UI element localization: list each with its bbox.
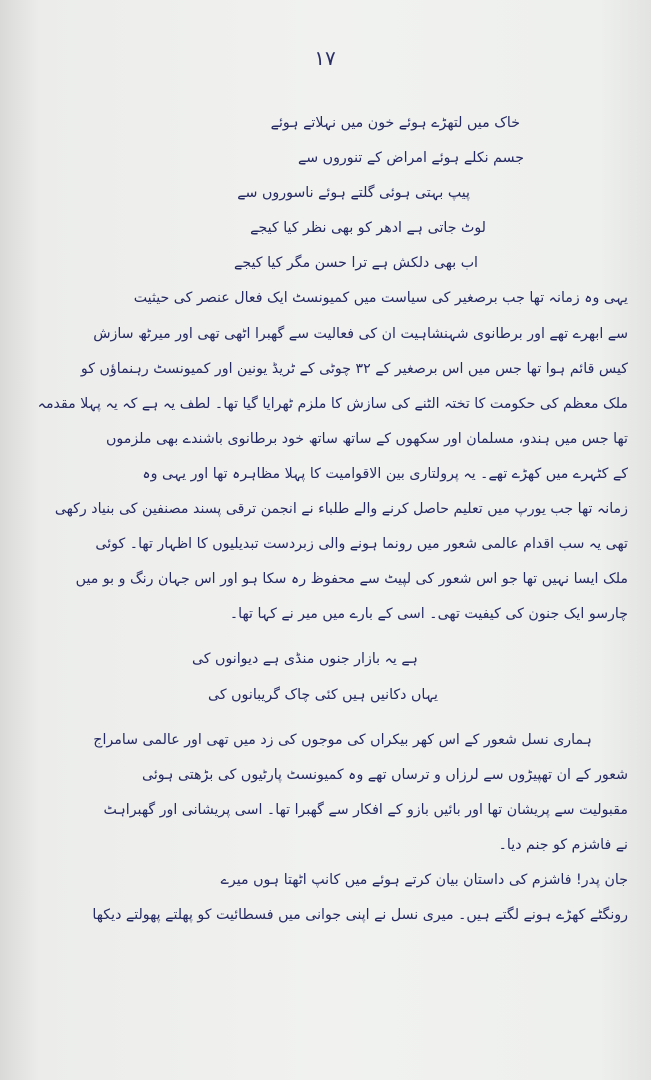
prose-line: جان پدر! فاشزم کی داستان بیان کرتے ہوئے میں کانپ اٹھتا ہوں میرے (220, 871, 628, 888)
prose-line: ملک ایسا نہیں تھا جو اس شعور کی لپیٹ سے محفوظ رہ سکا ہو اور اس جہان رنگ و بو میں (75, 571, 628, 588)
prose-line: رونگٹے کھڑے ہونے لگتے ہیں۔ میری نسل نے اپنی جوانی میں فسطائیت کو پھلتے پھولتے دیکھا (92, 907, 628, 924)
page-text (28, 106, 628, 933)
verse-line: خاک میں لتھڑے ہوئے خون میں نہلاتے ہوئے (270, 115, 520, 131)
prose-line: تھی یہ سب اقدام عالمی شعور میں رونما ہونے والی زبردست تبدیلیوں کا اظہار تھا۔ کوئی (95, 536, 628, 553)
prose-line: چارسو ایک جنون کی کیفیت تھی۔ اسی کے بارے میں میر نے کہا تھا۔ (229, 606, 628, 623)
couplet-line: ہے یہ بازار جنوں منڈی ہے دیوانوں کی (191, 651, 418, 668)
prose-line: تھا جس میں ہندو، مسلمان اور سکھوں کے ساتھ ساتھ خود برطانوی باشندے بھی ملزموں (105, 430, 628, 447)
prose-line: زمانہ تھا جب یورپ میں تعلیم حاصل کرنے والے طلباء نے انجمن ترقی پسند مصنفین کی بنیاد رکھی (54, 501, 628, 518)
prose-line: نے فاشزم کو جنم دیا۔ (498, 836, 628, 853)
page-number: ۱۷ (314, 46, 336, 70)
prose-line: یہی وہ زمانہ تھا جب برصغیر کی سیاست میں کمیونسٹ ایک فعال عنصر کی حیثیت (133, 290, 628, 307)
prose-line: مقبولیت سے پریشان تھا اور بائیں بازو کے افکار سے گھبرا تھا۔ اسی پریشانی اور گھبراہٹ (103, 801, 628, 818)
prose-line: کیس قائم ہوا تھا جس میں اس برصغیر کے ۳۲ چوٹی کے ٹریڈ یونین اور کمیونسٹ رہنماؤں کو (80, 360, 628, 377)
prose-line: کے کٹہرے میں کھڑے تھے۔ یہ پرولتاری بین الاقوامیت کا پہلا مظاہرہ تھا اور یہی وہ (142, 465, 628, 482)
prose-line: ملک معظم کی حکومت کا تختہ الٹنے کی سازش کا ملزم ٹھرایا گیا تھا۔ لطف یہ ہے کہ یہ پہلا مقدمہ (37, 395, 628, 412)
prose-line: ہماری نسل شعور کے اس کھر بیکراں کی موجوں کی زد میں تھی اور عالمی سامراج (93, 731, 592, 748)
verse-line: پیپ بہتی ہوئی گلتے ہوئے ناسوروں سے (237, 185, 470, 202)
prose-line: شعور کے ان تھپیڑوں سے لرزاں و ترساں تھے وہ کمیونسٹ پارٹیوں کی بڑھتی ہوئی (142, 766, 628, 783)
prose-line: سے ابھرے تھے اور برطانوی شہنشاہیت ان کی فعالیت سے گھبرا اٹھی تھی اور میرٹھ سازش (93, 325, 628, 342)
verse-line: اب بھی دلکش ہے ترا حسن مگر کیا کیجے (234, 255, 478, 272)
verse-line: جسم نکلے ہوئے امراض کے تنوروں سے (297, 150, 524, 167)
verse-line: لوٹ جاتی ہے ادھر کو بھی نظر کیا کیجے (250, 220, 486, 237)
couplet-line: یہاں دکانیں ہیں کئی چاک گریبانوں کی (208, 686, 438, 703)
